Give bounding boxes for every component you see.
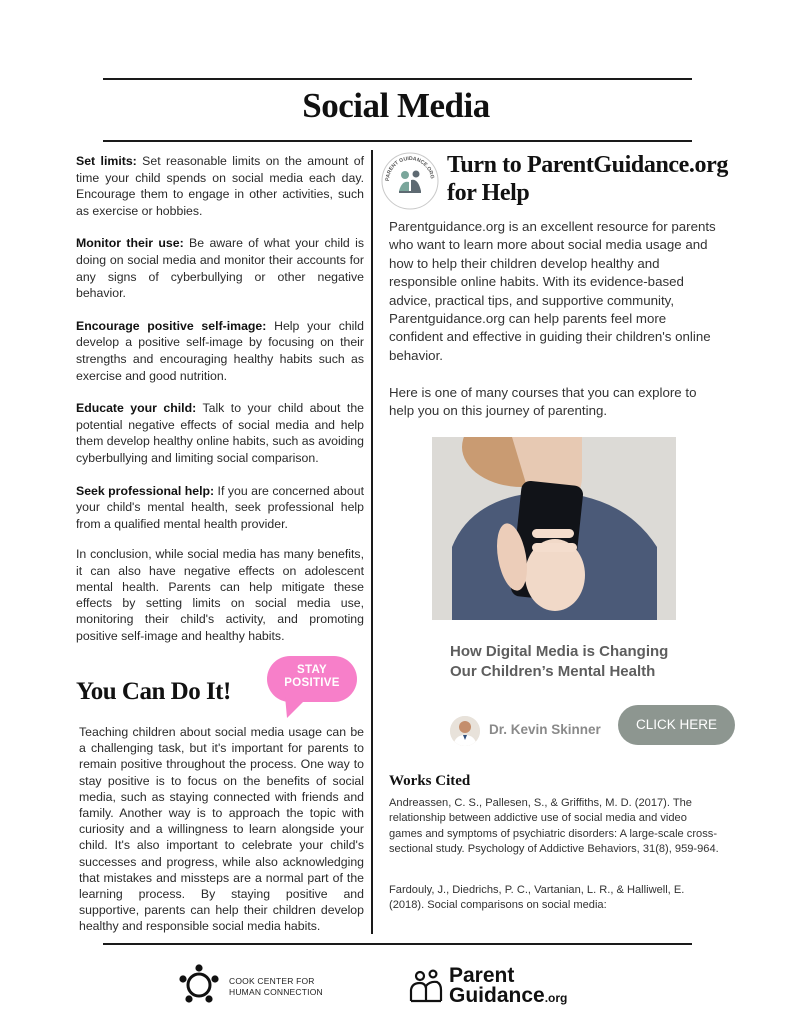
- tip-educate-child: Educate your child: Talk to your child about the potential negative effects of social media and help them develop healthy online habits, such as avoiding cyberbullying and limiting social comparison.: [76, 401, 365, 465]
- tip-positive-self-image: Encourage positive self-image: Help your child develop a positive self-image by focusing on their strengths and encouraging healthy habits such as exercise and good nutrition.: [76, 318, 364, 383]
- course-title[interactable]: How Digital Media is Changing Our Children’s Mental Health: [450, 643, 669, 680]
- stay-positive-sticker: STAY POSITIVE: [284, 664, 340, 689]
- conclusion-paragraph: In conclusion, while social media has many benefits, it can also have negative effects on adolescent mental health. Parents can help mitigate these effects by setting limits on social media use, monitoring their child's activity, and promoting positive self-image and healthy habits.: [76, 547, 364, 643]
- parentguidance-intro: Parentguidance.org is an excellent resource for parents who want to learn more about social media usage and how to help their children develop healthy and responsible online habits. With its evidence-based advice, practical tips, and supportive community, Parentguidance.org can help parents feel more confident and effective in guiding their children's online behavior.: [389, 219, 716, 363]
- courses-intro: Here is one of many courses that you can explore to help you on this journey of parenting.: [389, 385, 697, 419]
- footer-rule: [103, 943, 692, 945]
- top-rule: [103, 78, 692, 80]
- parentguidance-wordmark: Parent Guidance.org: [449, 964, 568, 1007]
- column-divider: [371, 150, 373, 934]
- page-title: Social Media: [302, 86, 490, 125]
- you-can-do-it-heading: You Can Do It!: [76, 678, 231, 705]
- title-rule: [103, 140, 692, 142]
- tip-set-limits: Set limits: Set reasonable limits on the amount of time your child spends on social media each day. Encourage them to engage in other activities, such as exercise or hobbies.: [76, 154, 364, 218]
- svg-text:PARENT GUIDANCE.ORG: PARENT GUIDANCE.ORG: [384, 155, 435, 182]
- parentguidance-heading: Turn to ParentGuidance.org for Help: [447, 152, 728, 206]
- cook-center-logo-icon: [178, 964, 220, 1006]
- tip-seek-help: Seek professional help: If you are concerned about your child's mental health, seek professional help from a qualified mental health provider.: [76, 483, 364, 531]
- citation-2: Fardouly, J., Diedrichs, P. C., Vartanian, L. R., & Halliwell, E. (2018). Social comparisons on social media:: [389, 884, 685, 912]
- author-photo-icon: [450, 716, 480, 746]
- child-with-phone-image: [432, 437, 676, 620]
- parentguidance-logo-icon: [408, 968, 444, 1004]
- cook-center-name: COOK CENTER FOR HUMAN CONNECTION: [229, 976, 323, 997]
- course-thumbnail[interactable]: [432, 437, 676, 620]
- parentguidance-seal-icon: [380, 151, 440, 211]
- citation-1: Andreassen, C. S., Pallesen, S., & Griffiths, M. D. (2017). The relationship between addictive use of social media and video games and symptoms of psychiatric disorders: A large-scale cross-sectional study. Psychology of Addictive Behaviors, 31(8), 959-964.: [389, 797, 719, 856]
- you-can-do-it-paragraph: Teaching children about social media usage can be a challenging task, but it's important for parents to remain positive throughout the process. One way to stay positive is to focus on the benefits of social media, such as staying connected with friends and family. Another way is to approach the topic with curiosity and a willingness to learn alongside your child. It's also important to celebrate your child's successes and progress, while also acknowledging that mistakes and missteps are a normal part of the learning process. By staying positive and supportive, parents can help their children develop healthy and responsible social media habits.: [79, 725, 364, 934]
- tip-monitor-use: Monitor their use: Be aware of what your child is doing on social media and monitor their accounts for any signs of cyberbullying or other negative behavior.: [76, 236, 364, 301]
- author-avatar: [450, 716, 480, 746]
- works-cited-heading: Works Cited: [389, 773, 471, 789]
- tips-column: [76, 153, 364, 660]
- click-here-button[interactable]: CLICK HERE: [618, 705, 735, 745]
- course-author: Dr. Kevin Skinner: [489, 722, 601, 737]
